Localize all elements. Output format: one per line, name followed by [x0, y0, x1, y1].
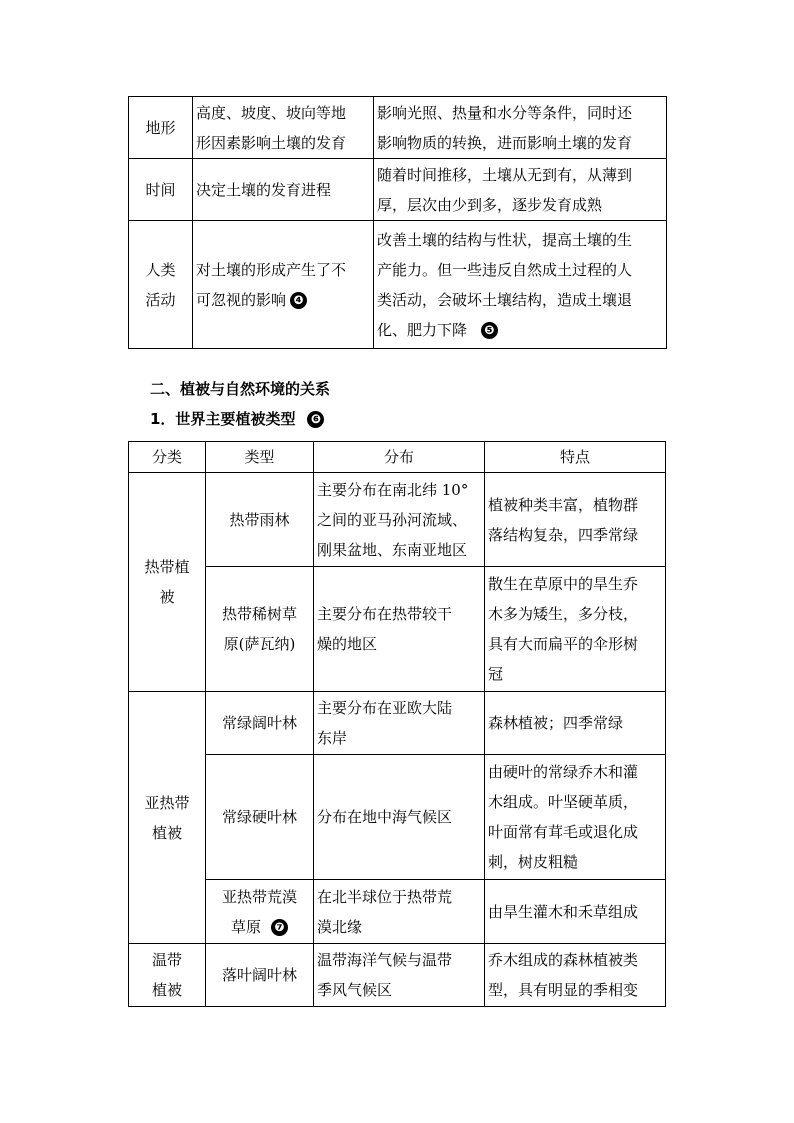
header-cell: 类型 [206, 442, 314, 473]
distribution-cell: 温带海洋气候与温带 季风气候区 [314, 944, 485, 1007]
table-row [129, 473, 666, 567]
feature-cell: 散生在草原中的旱生乔 木多为矮生，多分枝， 具有大而扁平的伞形树 冠 [485, 567, 666, 692]
vegetation-table [128, 441, 666, 1007]
distribution-cell: 分布在地中海气候区 [314, 755, 485, 880]
table-row [129, 221, 667, 349]
type-cell: 热带稀树草 原(萨瓦纳) [206, 567, 314, 692]
factor-cell: 地形 [129, 97, 193, 159]
type-cell: 热带雨林 [206, 473, 314, 567]
detail-cell: 随着时间推移，土壤从无到有，从薄到 厚，层次由少到多，逐步发育成熟 [374, 159, 667, 221]
header-row [129, 442, 666, 473]
type-cell [206, 880, 314, 944]
marker-4-icon: ❹ [290, 292, 307, 309]
table-row [129, 97, 667, 159]
distribution-cell: 在北半球位于热带荒 漠北缘 [314, 880, 485, 944]
detail-cell: 影响光照、热量和水分等条件，同时还 影响物质的转换，进而影响土壤的发育 [374, 97, 667, 159]
marker-6-icon: ❻ [307, 411, 324, 428]
feature-cell: 由旱生灌木和禾草组成 [485, 880, 666, 944]
section-subtitle [150, 408, 324, 430]
section-title: 二、植被与自然环境的关系 [150, 380, 331, 398]
feature-cell: 乔木组成的森林植被类 型，具有明显的季相变 [485, 944, 666, 1007]
subtitle-text: 1．世界主要植被类型 [150, 410, 296, 428]
feature-cell: 由硬叶的常绿乔木和灌 木组成。叶坚硬革质， 叶面常有茸毛或退化成 刺，树皮粗糙 [485, 755, 666, 880]
header-cell: 特点 [485, 442, 666, 473]
factor-cell: 人类 活动 [129, 221, 193, 349]
table-row [129, 159, 667, 221]
effect-text: 对土壤的形成产生了不 可忽视的影响 [196, 260, 347, 309]
marker-7-icon: ❼ [271, 919, 288, 936]
category-cell: 亚热带 植被 [129, 692, 206, 944]
category-cell: 温带 植被 [129, 944, 206, 1007]
effect-cell: 决定土壤的发育进程 [193, 159, 374, 221]
soil-factors-table [128, 96, 667, 349]
feature-cell: 植被种类丰富，植物群 落结构复杂，四季常绿 [485, 473, 666, 567]
detail-cell [374, 221, 667, 349]
distribution-cell: 主要分布在热带较干 燥的地区 [314, 567, 485, 692]
type-cell: 常绿阔叶林 [206, 692, 314, 755]
type-cell: 落叶阔叶林 [206, 944, 314, 1007]
type-text: 亚热带荒漠 草原 [221, 887, 297, 936]
distribution-cell: 主要分布在南北纬 10° 之间的亚马孙河流域、 刚果盆地、东南亚地区 [314, 473, 485, 567]
table-row [129, 692, 666, 755]
table-row [129, 944, 666, 1007]
detail-text: 改善土壤的结构与性状，提高土壤的生 产能力。但一些违反自然成土过程的人 类活动，会破坏土壤结构，造成土壤退 化、肥力下降 [377, 230, 633, 339]
table-row [129, 880, 666, 944]
marker-5-icon: ❺ [481, 322, 498, 339]
effect-cell [193, 221, 374, 349]
header-cell: 分布 [314, 442, 485, 473]
distribution-cell: 主要分布在亚欧大陆 东岸 [314, 692, 485, 755]
type-cell: 常绿硬叶林 [206, 755, 314, 880]
table-row [129, 755, 666, 880]
feature-cell: 森林植被；四季常绿 [485, 692, 666, 755]
table-row [129, 567, 666, 692]
header-cell: 分类 [129, 442, 206, 473]
category-cell: 热带植 被 [129, 473, 206, 692]
factor-cell: 时间 [129, 159, 193, 221]
effect-cell: 高度、坡度、坡向等地 形因素影响土壤的发育 [193, 97, 374, 159]
